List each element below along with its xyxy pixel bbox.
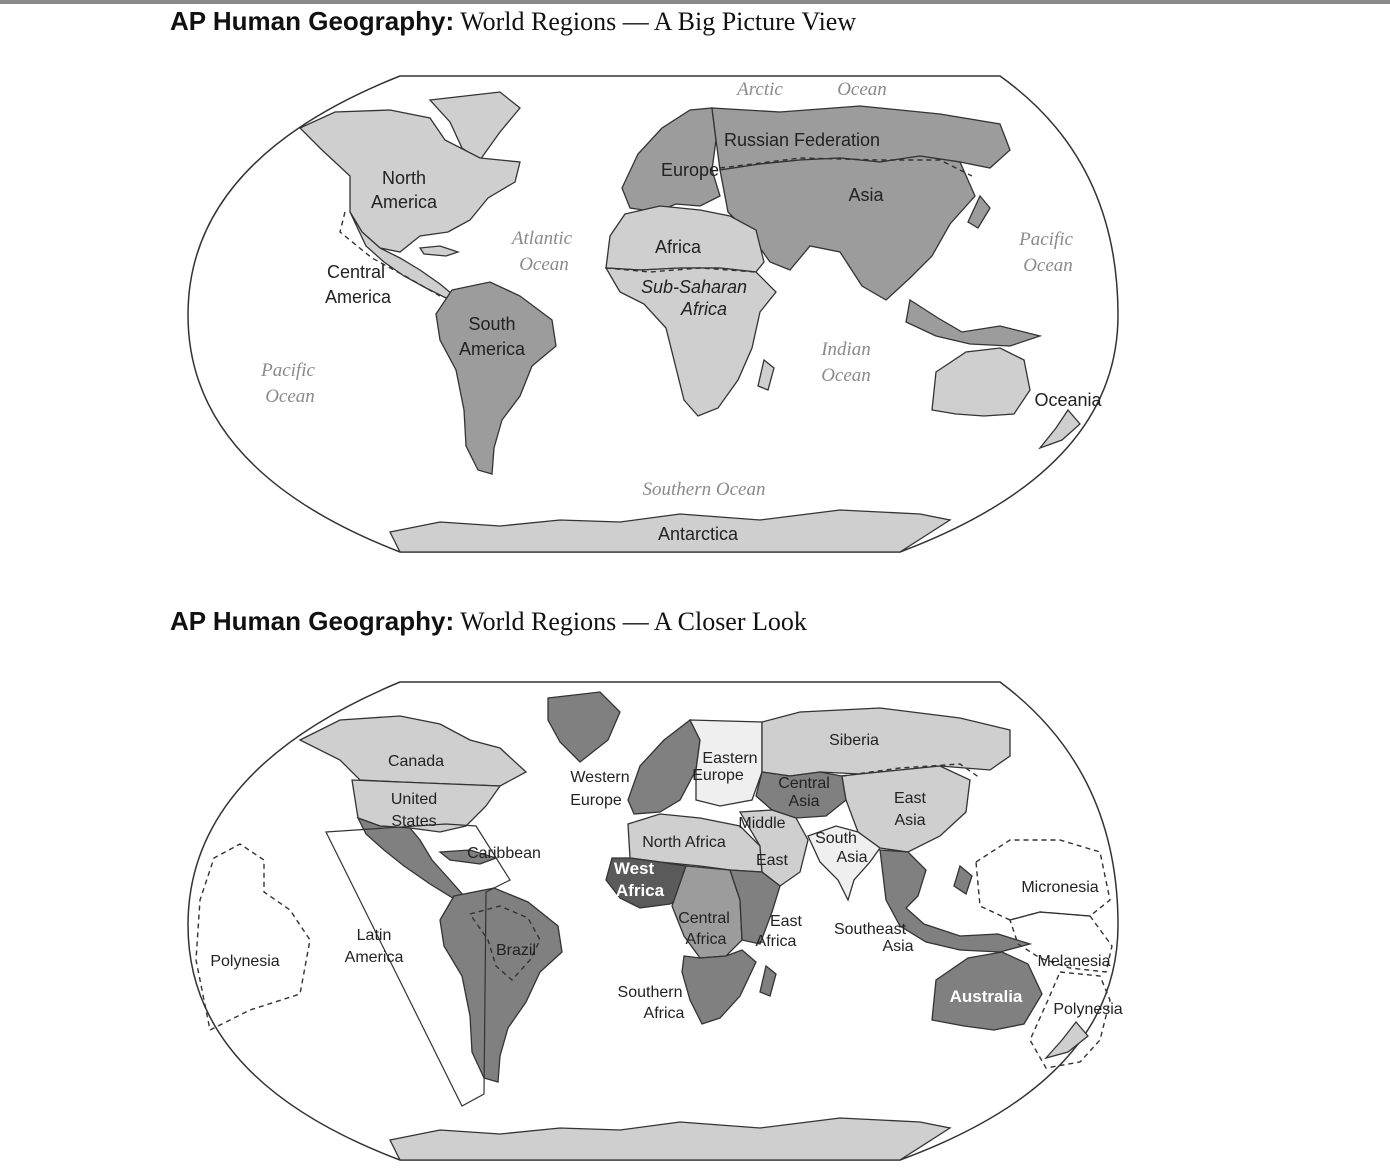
label-southern-africa-2: Africa [643,1005,685,1022]
label-indian-1: Indian [821,339,871,360]
label-atlantic-2: Ocean [519,254,569,275]
label-south-america-1: South [468,314,516,334]
label-central-africa-1: Central [678,910,730,927]
label-arctic-2: Ocean [837,79,887,100]
label-central-asia-2: Asia [788,793,820,810]
label-north-america-2: America [370,192,438,212]
map2-title-text: World Regions — A Closer Look [454,607,807,636]
label-canada: Canada [387,753,445,770]
label-eastern-europe-2: Europe [692,767,744,784]
label-pacific-west-1: Pacific [261,360,315,381]
label-west-africa-1: West [613,859,655,878]
label-ssa-2: Africa [680,299,728,319]
label-antarctica: Antarctica [657,524,739,544]
map1-title-text: World Regions — A Big Picture View [454,7,857,36]
label-pacific-east-1: Pacific [1019,229,1073,250]
label-europe: Europe [660,160,720,180]
label-micronesia: Micronesia [1021,879,1099,896]
label-south-america-2: America [458,339,526,359]
label-asia: Asia [848,185,884,205]
label-east-africa-1: East [769,913,803,930]
label-siberia: Siberia [829,732,879,749]
label-southern-ocean: Southern Ocean [642,479,766,500]
label-brazil: Brazil [495,942,537,959]
label-us-2: States [391,813,437,830]
label-indian-2: Ocean [821,365,871,386]
top-divider-bar [0,0,1390,4]
map2-title-bold: AP Human Geography: [170,606,455,636]
label-arctic-1: Arctic [737,79,783,100]
label-ssa-1: Sub-Saharan [640,277,748,297]
label-south-asia-1: South [815,830,857,847]
map1-title-bold: AP Human Geography: [170,6,455,36]
label-eastern-europe-1: Eastern [702,750,758,767]
label-central-america-2: America [324,287,392,307]
label-pacific-east-2: Ocean [1023,255,1073,276]
label-southeast-asia-2: Asia [882,938,914,955]
label-africa: Africa [654,237,702,257]
map2-title [170,606,807,637]
label-east-asia-2: Asia [894,812,926,829]
map1-title [170,6,856,37]
label-north-africa: North Africa [642,834,726,851]
label-polynesia-west: Polynesia [210,953,280,970]
label-central-asia-1: Central [778,775,830,792]
label-central-america-1: Central [326,262,386,282]
big-picture-map [0,60,1390,560]
label-latin-america-2: America [344,949,404,966]
label-caribbean: Caribbean [467,845,541,862]
label-pacific-west-2: Ocean [265,386,315,407]
label-east-africa-2: Africa [755,933,797,950]
label-north-america-1: North [381,168,427,188]
label-south-asia-2: Asia [836,849,868,866]
label-polynesia-east: Polynesia [1053,1001,1123,1018]
label-western-europe-1: Western [570,769,630,786]
label-middle-east-1: Middle [738,815,786,832]
label-west-africa-2: Africa [615,881,665,900]
label-melanesia: Melanesia [1037,953,1111,970]
closer-look-map [0,668,1390,1168]
label-oceania: Oceania [1034,390,1102,410]
label-russia: Russian Federation [723,130,881,150]
label-central-africa-2: Africa [685,931,727,948]
label-southeast-asia-1: Southeast [833,921,907,938]
label-us-1: United [390,791,438,808]
label-middle-east-2: East [755,852,789,869]
label-atlantic-1: Atlantic [511,228,573,249]
label-southern-africa-1: Southern [617,984,683,1001]
label-latin-america-1: Latin [356,927,392,944]
label-western-europe-2: Europe [570,792,622,809]
label-east-asia-1: East [893,790,927,807]
label-australia: Australia [949,987,1023,1006]
